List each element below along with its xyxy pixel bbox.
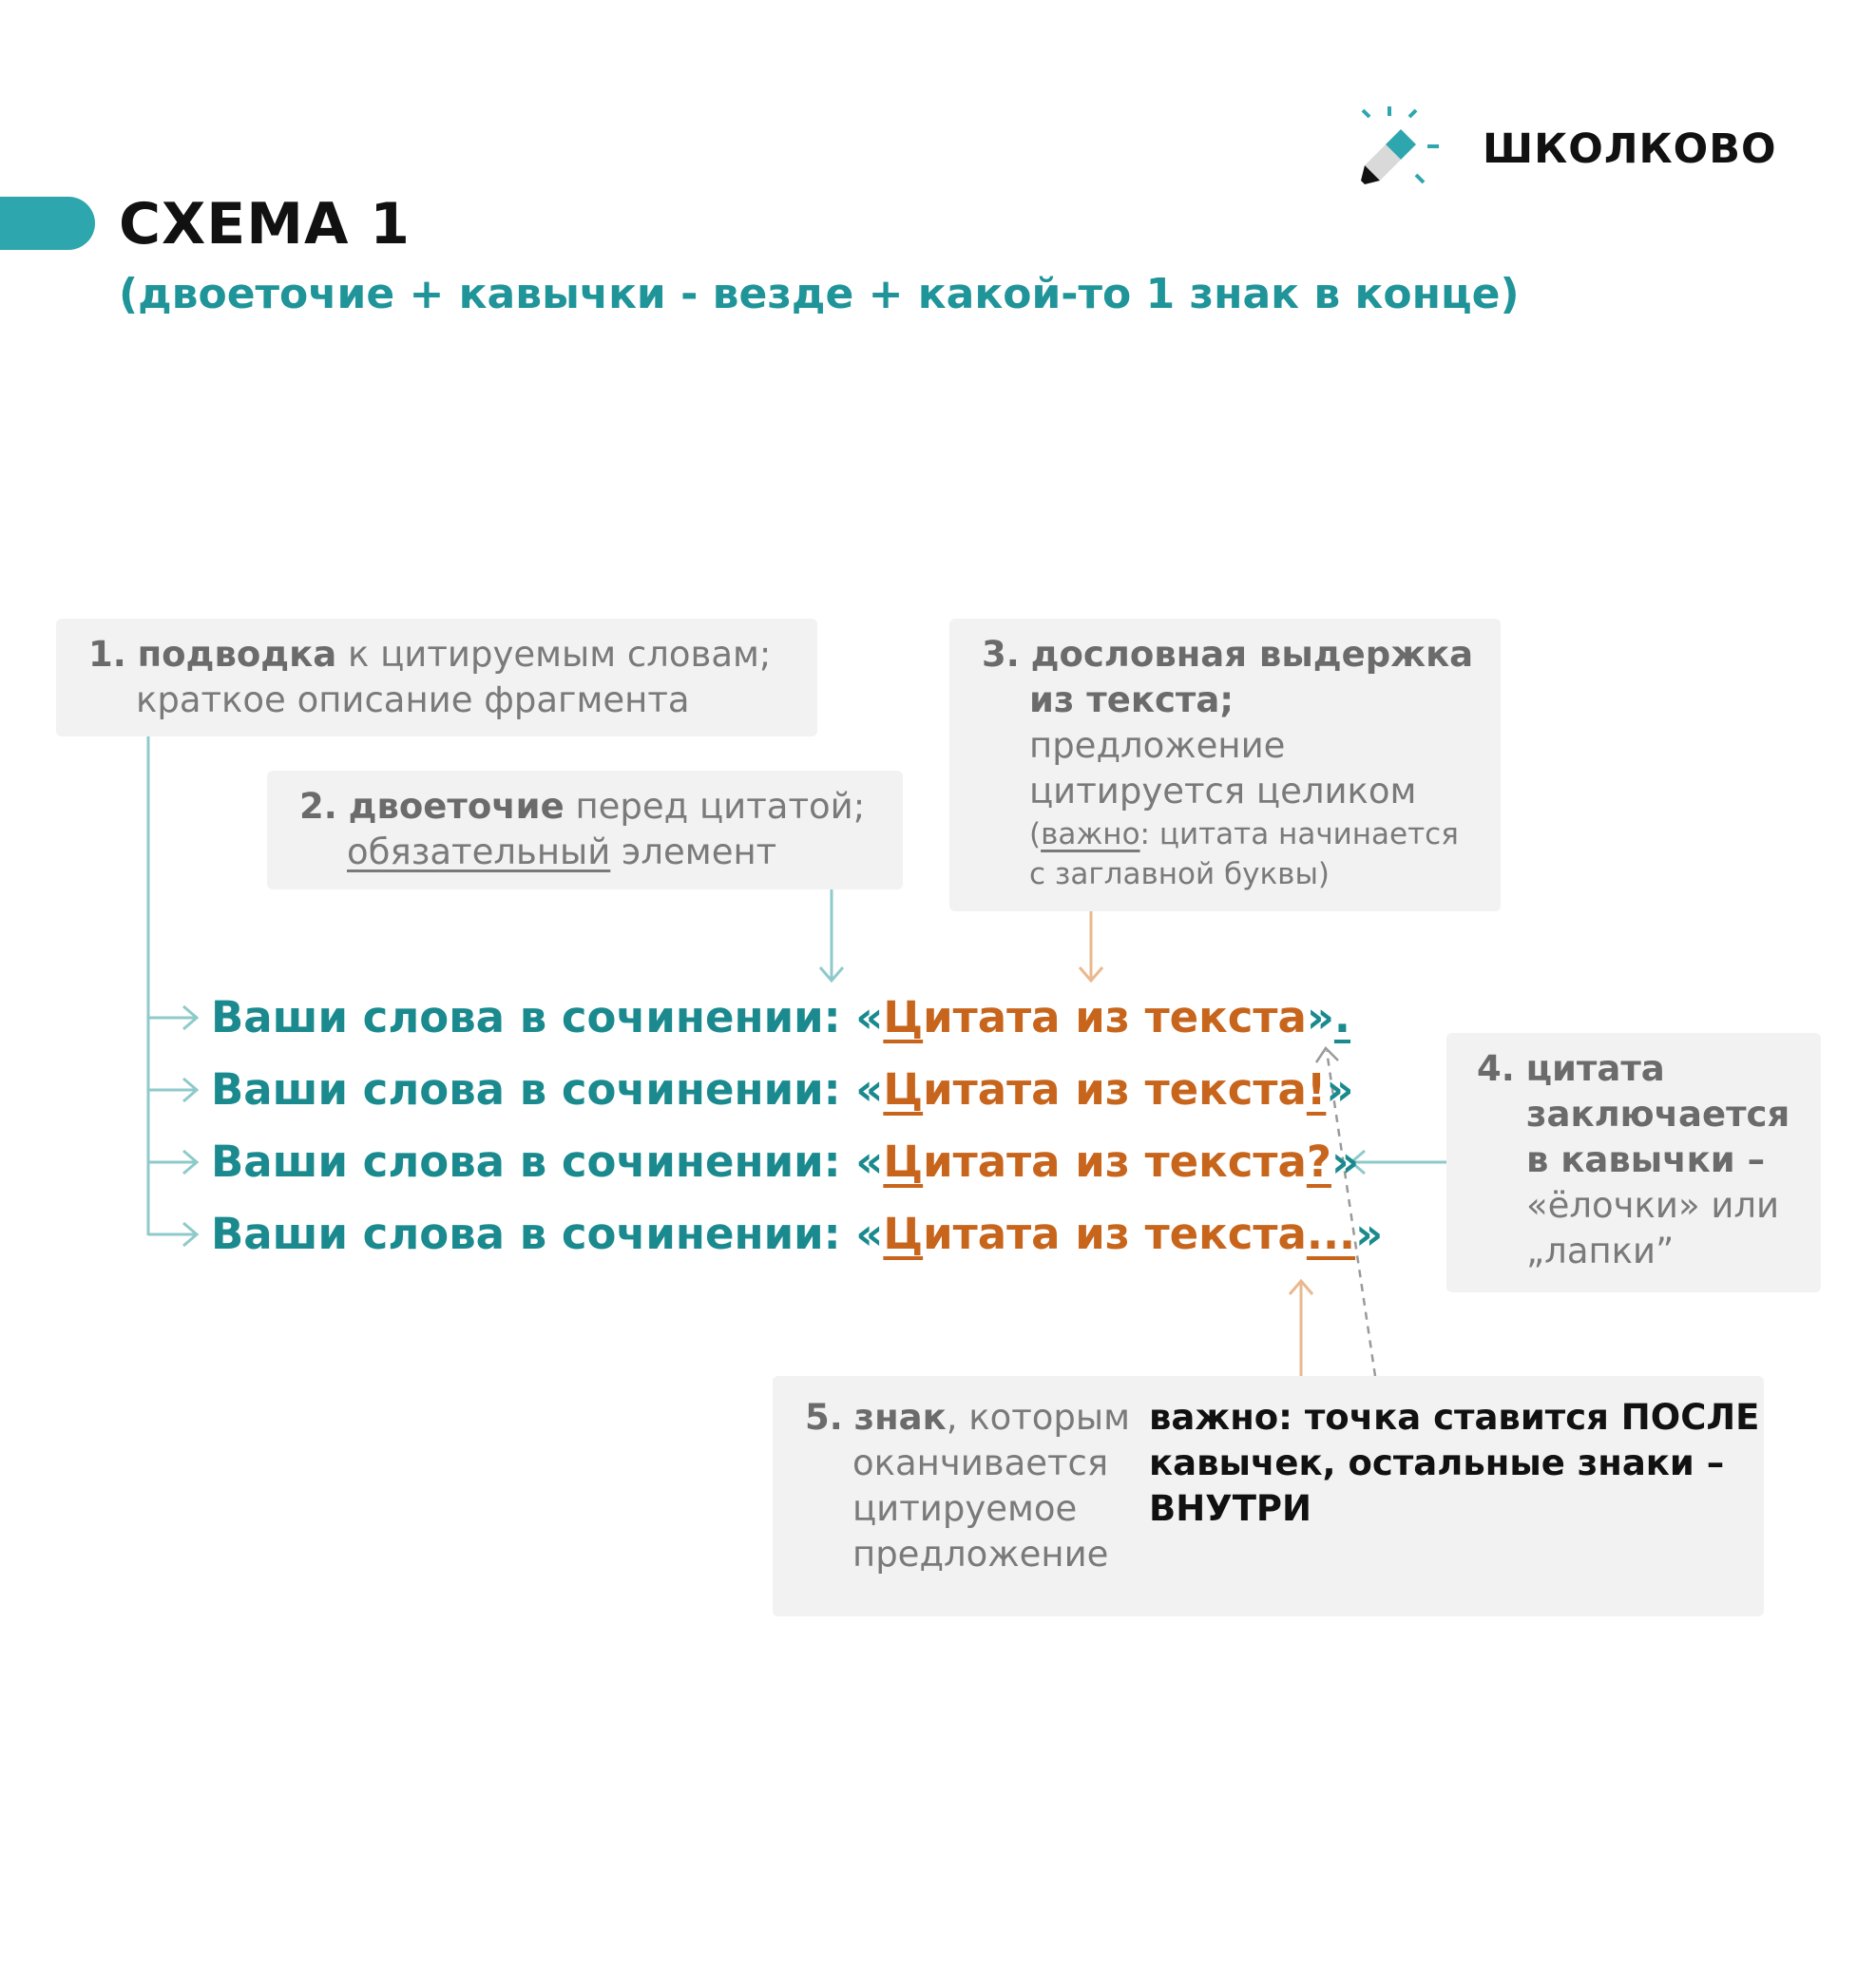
callout-bold-term: в кавычки –	[1526, 1139, 1766, 1180]
example-quote: итата из текста	[923, 1209, 1307, 1259]
callout-important-note: важно: точка ставится ПОСЛЕ	[1149, 1397, 1760, 1438]
example-quote-capital: Ц	[883, 1064, 924, 1115]
example-end-mark: ?	[1306, 1137, 1331, 1187]
callout-bold-term: двоеточие	[348, 786, 565, 827]
example-quote: итата из текста	[923, 992, 1307, 1042]
callout-box-quotation-marks	[1446, 1033, 1821, 1292]
example-close-quote: »	[1355, 1209, 1384, 1259]
callout-bold-term: цитата	[1525, 1048, 1665, 1089]
callout-underlined-text: обязательный	[347, 831, 611, 872]
example-line-ellipsis	[211, 1206, 1383, 1263]
example-lead: Ваши слова в сочинении: «	[211, 1064, 884, 1115]
callout-bold-term: из текста;	[1029, 679, 1235, 720]
callout-text: цитируется целиком	[1029, 771, 1417, 812]
example-close-quote: »	[1330, 1137, 1360, 1187]
example-quote-capital: Ц	[883, 1137, 924, 1187]
example-lead: Ваши слова в сочинении: «	[211, 1137, 884, 1187]
callout-number: 5.	[805, 1397, 843, 1438]
callout-small-text: с заглавной буквы)	[1029, 857, 1330, 891]
callout-number: 3.	[982, 634, 1020, 675]
callout-bold-term: заключается	[1526, 1094, 1790, 1135]
example-close-quote: »	[1326, 1064, 1354, 1115]
callout-text: предложение	[1029, 725, 1286, 766]
callout-small-text: : цитата начинается	[1139, 817, 1459, 851]
callout-text: „лапки”	[1526, 1231, 1675, 1271]
callout-small-text: (	[1029, 817, 1042, 851]
callout-box-lead-in	[56, 619, 817, 736]
example-line-question	[211, 1134, 1359, 1191]
example-quote: итата из текста	[923, 1064, 1307, 1115]
callout-text: цитируемое	[852, 1488, 1078, 1529]
example-line-period	[211, 989, 1350, 1046]
callout-text: оканчивается	[852, 1443, 1109, 1483]
example-line-exclamation	[211, 1061, 1353, 1118]
callout-text: краткое описание фрагмента	[136, 679, 690, 720]
callout-text: , которым	[946, 1397, 1131, 1438]
callout-text: «ёлочки» или	[1526, 1185, 1780, 1226]
callout-box-ending-mark	[773, 1376, 1764, 1616]
example-close-quote: »	[1306, 992, 1334, 1042]
callout-text: элемент	[610, 831, 777, 872]
logo-text: ШКОЛКОВО	[1483, 125, 1777, 173]
example-quote: итата из текста	[923, 1137, 1307, 1187]
callout-important-note: кавычек, остальные знаки –	[1149, 1443, 1725, 1483]
callout-bold-term: подводка	[137, 634, 337, 675]
example-lead: Ваши слова в сочинении: «	[211, 1209, 884, 1259]
callout-number: 2.	[299, 786, 337, 827]
callout-box-colon	[267, 771, 903, 889]
example-lead: Ваши слова в сочинении: «	[211, 992, 884, 1042]
example-end-mark: ...	[1306, 1209, 1356, 1259]
example-end-mark: .	[1333, 992, 1351, 1042]
callout-underlined-text: важно	[1041, 817, 1140, 851]
callout-text: к цитируемым словам;	[336, 634, 772, 675]
callout-important-note: ВНУТРИ	[1149, 1488, 1312, 1529]
callout-number: 1.	[88, 634, 126, 675]
callout-box-quote	[949, 619, 1501, 911]
page-subtitle: (двоеточие + кавычки - везде + какой-то 1 знак в конце)	[119, 270, 1520, 318]
callout-bold-term: знак	[853, 1397, 947, 1438]
example-quote-capital: Ц	[883, 992, 924, 1042]
example-quote-capital: Ц	[883, 1209, 924, 1259]
callout-bold-term: дословная выдержка	[1030, 634, 1474, 675]
callout-text: предложение	[852, 1534, 1109, 1575]
callout-number: 4.	[1477, 1048, 1515, 1089]
callout-text: перед цитатой;	[564, 786, 866, 827]
example-end-mark: !	[1306, 1064, 1327, 1115]
page-title: СХЕМА 1	[119, 191, 412, 258]
